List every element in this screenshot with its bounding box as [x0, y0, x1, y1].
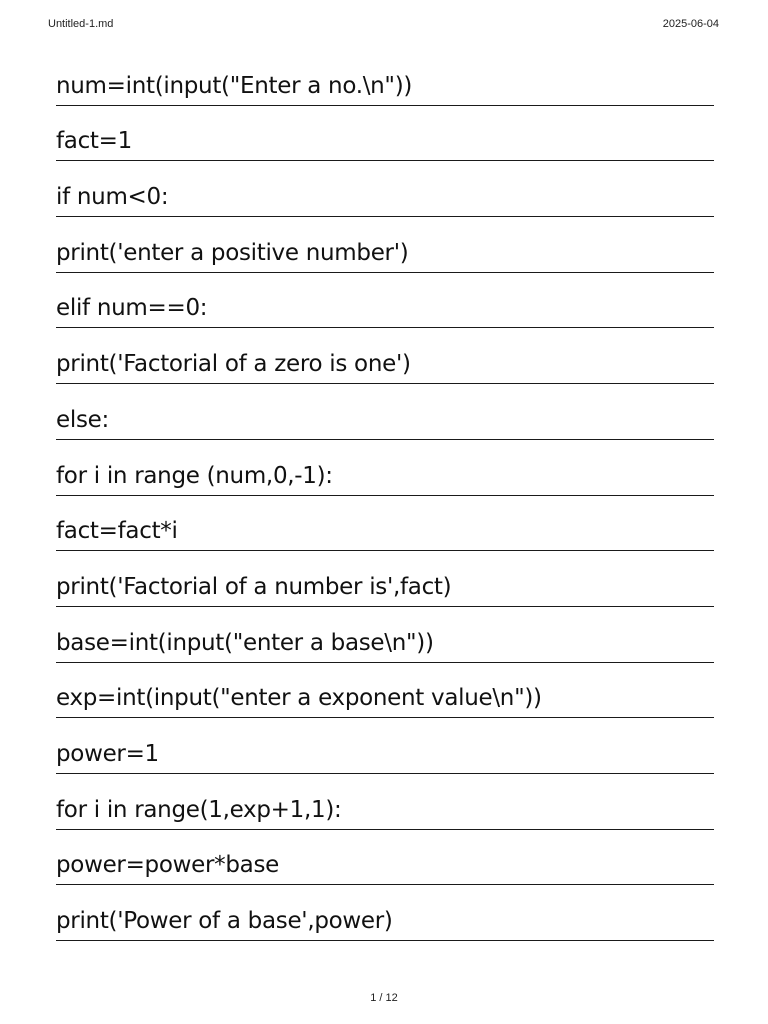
code-line: power=power*base	[56, 830, 714, 886]
code-line: if num<0:	[56, 161, 714, 217]
page-number: 1 / 12	[370, 992, 398, 1004]
page-header	[48, 16, 719, 32]
code-line: fact=fact*i	[56, 496, 714, 552]
code-line: print('Factorial of a zero is one')	[56, 328, 714, 384]
code-line: exp=int(input("enter a exponent value\n"))	[56, 663, 714, 719]
code-line: print('Factorial of a number is',fact)	[56, 551, 714, 607]
code-line: base=int(input("enter a base\n"))	[56, 607, 714, 663]
code-line: else:	[56, 384, 714, 440]
code-line: power=1	[56, 718, 714, 774]
code-line: print('Power of a base',power)	[56, 885, 714, 941]
code-line: print('enter a positive number')	[56, 217, 714, 273]
file-name: Untitled-1.md	[48, 18, 114, 30]
code-line: num=int(input("Enter a no.\n"))	[56, 50, 714, 106]
code-line: for i in range (num,0,-1):	[56, 440, 714, 496]
code-line: fact=1	[56, 106, 714, 162]
print-date: 2025-06-04	[662, 18, 719, 30]
code-line: elif num==0:	[56, 273, 714, 329]
code-line: for i in range(1,exp+1,1):	[56, 774, 714, 830]
document-body	[56, 50, 714, 941]
